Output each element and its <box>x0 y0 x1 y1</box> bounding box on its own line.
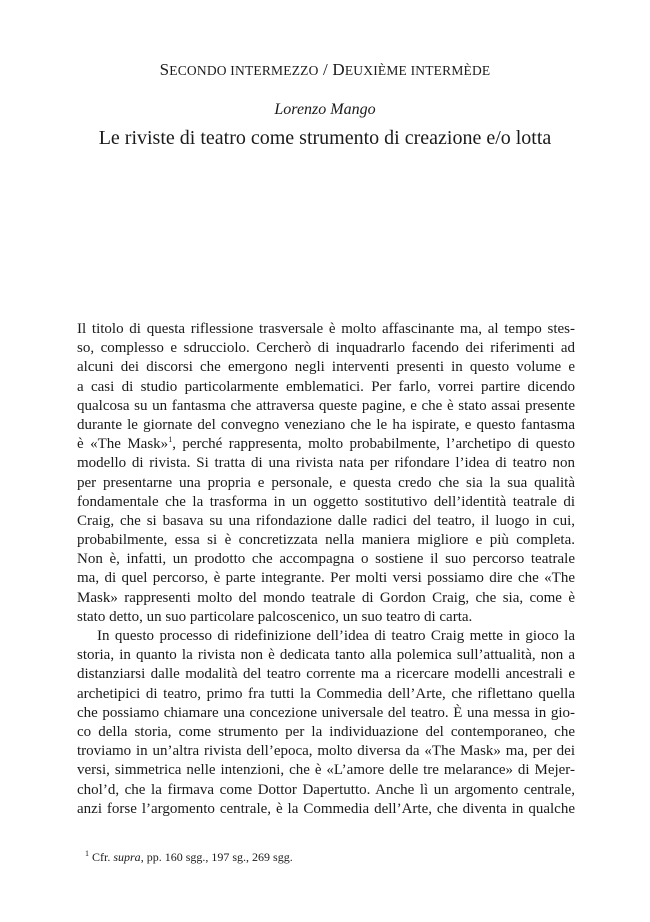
author-name: Lorenzo Mango <box>274 101 376 118</box>
footnote-marker: 1 <box>85 849 89 858</box>
header-part2-initial: D <box>332 60 345 79</box>
article-body <box>77 320 575 819</box>
section-header <box>0 60 650 80</box>
body-line: versi, simmetrica nelle intenzioni, che è «L’amore delle tre melarance» di Mejer- <box>77 762 575 779</box>
body-line: Mask» rappresenti molto del mondo teatrale di Gordon Craig, che sia, come è <box>77 589 575 606</box>
header-part1-rest: ECONDO INTERMEZZO <box>169 63 319 78</box>
body-line: probabilmente, essa si è concretizzata nella maniera migliore e più completa. <box>77 532 575 549</box>
body-line: anzi forse l’argomento centrale, è la Commedia dell’Arte, che diventa in qualche <box>77 800 575 817</box>
body-line: In questo processo di ridefinizione dell’idea di teatro Craig mette in gioco la <box>97 628 575 644</box>
header-separator: / <box>318 60 333 79</box>
body-line: Non è, infatti, un prodotto che accompagna o sostiene il suo percorso teatrale <box>77 551 575 568</box>
body-line: che possiamo chiamare una concezione universale del teatro. È una messa in gio- <box>77 704 575 721</box>
article-title: Le riviste di teatro come strumento di creazione e/o lotta <box>98 127 552 149</box>
footnote-prefix: Cfr. <box>92 850 114 864</box>
body-line: distanziarsi dalle modalità del teatro corrente ma a ricercare modelli ancestrali e <box>77 666 575 683</box>
body-line <box>77 435 575 454</box>
header-part1-initial: S <box>159 60 170 79</box>
body-line: modello di rivista. Si tratta di una rivista nata per rifondare l’idea di teatro non <box>77 455 575 472</box>
body-line: storia, in quanto la rivista non è dedicata tanto alla polemica sull’attualità, non a <box>77 647 575 664</box>
body-line: alcuni dei discorsi che emergono negli interventi presenti in questo volume e <box>77 359 575 376</box>
body-line: Craig, che si basava su una rifondazione dalle radici del teatro, il luogo in cui, <box>77 512 575 529</box>
body-line: chol’d, che la firmava come Dottor Dapertutto. Anche lì un argomento centrale, <box>77 781 575 798</box>
body-line: durante le giornate del convegno veneziano che le ha ispirate, e questo fantasma <box>77 416 575 433</box>
footnote-rest: , pp. 160 sgg., 197 sg., 269 sgg. <box>140 850 293 864</box>
body-line-text: è «The Mask» <box>77 436 169 453</box>
footnote <box>85 850 293 865</box>
body-line: stato detto, un suo particolare palcoscenico, un suo teatro di carta. <box>77 608 473 625</box>
body-line: co della storia, come strumento per la individuazione del contemporaneo, che <box>77 723 575 740</box>
body-line: a casi di studio particolarmente emblematici. Per farlo, vorrei partire dicendo <box>77 378 575 395</box>
footnote-ref: 1 <box>168 435 173 445</box>
body-line: ma, di quel percorso, è parte integrante. Per molti versi possiamo dire che «The <box>77 570 575 587</box>
body-line: troviamo in un’altra rivista dell’epoca, molto diversa da «The Mask» ma, per dei <box>77 743 575 760</box>
footnote-italic: supra <box>113 850 141 864</box>
body-line: qualcosa su un fantasma che attraversa queste pagine, e che è stato assai presente <box>77 397 575 414</box>
body-line: per presentarne una propria e personale, e questa credo che sia la sua qualità <box>77 474 575 491</box>
body-line-text: , perché rappresenta, molto probabilmente, l’archetipo di questo <box>172 436 576 453</box>
header-part2-rest: EUXIÈME INTERMÈDE <box>344 63 491 78</box>
body-line: so, complesso e sdrucciolo. Cercherò di inquadrarlo facendo dei riferimenti ad <box>77 340 575 357</box>
body-line: archetipici di teatro, primo fra tutti la Commedia dell’Arte, che riflettano quella <box>77 685 575 702</box>
body-line: Il titolo di questa riflessione trasversale è molto affascinante ma, al tempo stes- <box>77 321 575 337</box>
body-line: fondamentale che la trasforma in un oggetto sostitutivo dell’identità teatrale di <box>77 493 575 510</box>
